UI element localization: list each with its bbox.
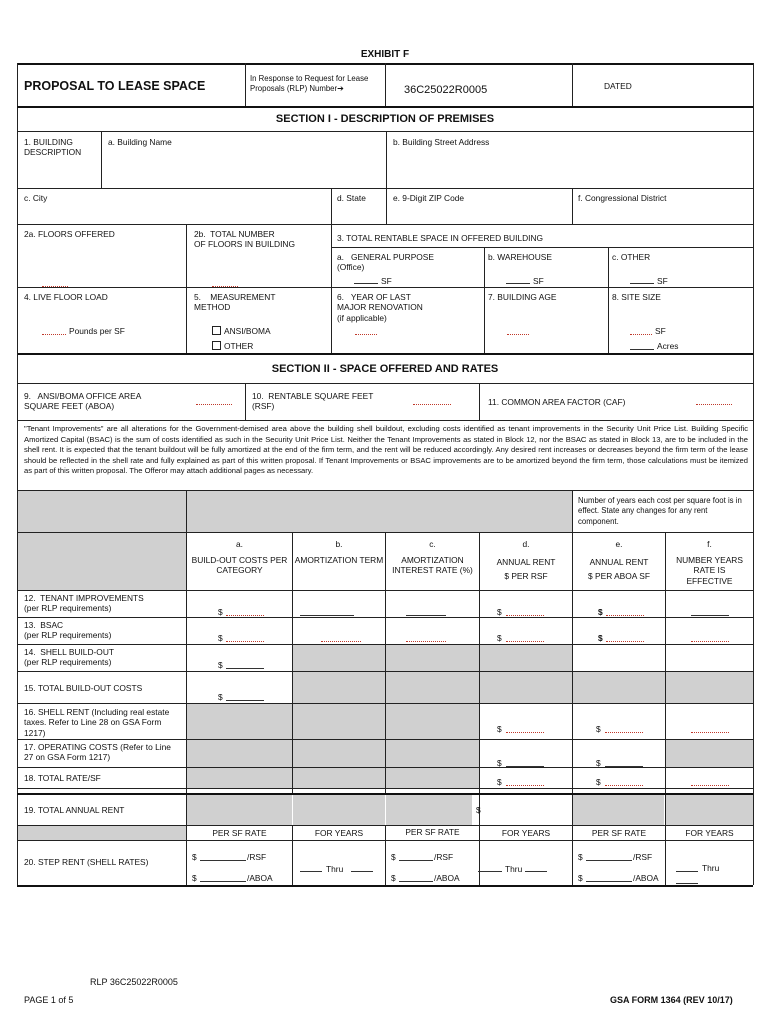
other-space-sf: SF xyxy=(657,276,668,286)
col-a-label: BUILD-OUT COSTS PER CATEGORY xyxy=(191,555,288,576)
row-17-rsf-dollar: $ xyxy=(497,758,502,768)
dated-label: DATED xyxy=(604,81,632,91)
row-16-label: 16. SHELL RENT (Including real estate taxes. Refer to Line 28 on GSA Form 1217) xyxy=(24,707,170,738)
step3-rsf-suffix: /RSF xyxy=(633,852,653,862)
other-space-label: c. OTHER xyxy=(612,252,651,262)
row-13-rsf-dollar: $ xyxy=(497,633,502,643)
rlp-number: 36C25022R0005 xyxy=(404,84,488,96)
step3-thru: Thru xyxy=(702,863,720,873)
col-c-label: AMORTIZATION INTEREST RATE (%) xyxy=(392,555,473,576)
row-12-aboa-dollar: $ xyxy=(598,607,603,617)
warehouse-sf: SF xyxy=(533,276,544,286)
row-15-buildout-dollar: $ xyxy=(218,692,223,702)
step2-rsf-dollar: $ xyxy=(391,852,396,862)
row-13-label: 13. BSAC (per RLP requirements) xyxy=(24,620,112,641)
live-floor-load-label: 4. LIVE FLOOR LOAD xyxy=(24,292,108,302)
col-f-label: NUMBER YEARS RATE IS EFFECTIVE xyxy=(676,555,743,586)
acres-label: Acres xyxy=(657,341,679,351)
step-rent-label: 20. STEP RENT (SHELL RATES) xyxy=(24,857,149,867)
total-floors-label: 2b. TOTAL NUMBER OF FLOORS IN BUILDING xyxy=(194,229,295,250)
building-name-label: a. Building Name xyxy=(108,137,172,147)
other-method-option[interactable] xyxy=(212,341,253,351)
col-d-label: ANNUAL RENT $ PER RSF xyxy=(496,557,556,581)
congressional-district-label: f. Congressional District xyxy=(578,193,667,203)
step3-aboa-dollar: $ xyxy=(578,873,583,883)
city-label: c. City xyxy=(24,193,48,203)
year-renovation-label: 6. YEAR OF LAST MAJOR RENOVATION (if applicable) xyxy=(337,292,423,323)
site-size-label: 8. SITE SIZE xyxy=(612,292,661,302)
col-b-label: AMORTIZATION TERM xyxy=(294,555,384,565)
pounds-per-sf-label: Pounds per SF xyxy=(69,326,125,336)
caf-label: 11. COMMON AREA FACTOR (CAF) xyxy=(488,397,626,407)
step-per-sf-rate-2: PER SF RATE xyxy=(405,827,460,837)
row-18-aboa-dollar: $ xyxy=(596,777,601,787)
step-for-years-2: FOR YEARS xyxy=(501,828,551,838)
row-14-buildout-dollar: $ xyxy=(218,660,223,670)
step1-rsf-suffix: /RSF xyxy=(247,852,267,862)
section1-title: SECTION I - DESCRIPTION OF PREMISES xyxy=(275,113,495,125)
step1-rsf-dollar: $ xyxy=(192,852,197,862)
street-address-label: b. Building Street Address xyxy=(393,137,490,147)
step1-aboa-dollar: $ xyxy=(192,873,197,883)
rsf-label: 10. RENTABLE SQUARE FEET (RSF) xyxy=(252,391,374,412)
col-c-letter: c. xyxy=(429,539,436,549)
general-purpose-sf: SF xyxy=(381,276,392,286)
measurement-method-label: 5. MEASUREMENT METHOD xyxy=(194,292,276,313)
col-e-letter: e. xyxy=(615,539,623,549)
step-for-years-3: FOR YEARS xyxy=(685,828,734,838)
col-d-letter: d. xyxy=(522,539,530,549)
exhibit-label: EXHIBIT F xyxy=(360,49,410,60)
footer-rlp: RLP 36C25022R0005 xyxy=(90,977,178,987)
row-13-buildout-dollar: $ xyxy=(218,633,223,643)
ansi-boma-checkbox[interactable] xyxy=(212,326,221,335)
building-age-label: 7. BUILDING AGE xyxy=(488,292,557,302)
site-size-sf: SF xyxy=(655,326,666,336)
ansi-boma-option-label: ANSI/BOMA xyxy=(224,326,271,336)
col-b-letter: b. xyxy=(335,539,343,549)
row-19-label: 19. TOTAL ANNUAL RENT xyxy=(24,805,125,815)
state-label: d. State xyxy=(337,193,366,203)
row-17-label: 17. OPERATING COSTS (Refer to Line 27 on GSA Form 1217) xyxy=(24,742,171,763)
row-12-rsf-dollar: $ xyxy=(497,607,502,617)
floors-offered-label: 2a. FLOORS OFFERED xyxy=(24,229,115,239)
years-note: Number of years each cost per square foot is in effect. State any changes for any rent component. xyxy=(578,496,742,526)
step2-aboa-dollar: $ xyxy=(391,873,396,883)
general-purpose-label: a. GENERAL PURPOSE (Office) xyxy=(337,252,434,273)
warehouse-label: b. WAREHOUSE xyxy=(488,252,552,262)
row-16-aboa-dollar: $ xyxy=(596,724,601,734)
section2-title: SECTION II - SPACE OFFERED AND RATES xyxy=(271,363,499,375)
row-16-rsf-dollar: $ xyxy=(497,724,502,734)
step1-thru: Thru xyxy=(326,864,344,874)
row-18-rsf-dollar: $ xyxy=(497,777,502,787)
step2-rsf-suffix: /RSF xyxy=(434,852,454,862)
step2-thru: Thru xyxy=(505,864,523,874)
row-15-label: 15. TOTAL BUILD-OUT COSTS xyxy=(24,683,143,693)
total-rentable-label: 3. TOTAL RENTABLE SPACE IN OFFERED BUILDING xyxy=(337,233,544,243)
step3-aboa-suffix: /ABOA xyxy=(633,873,659,883)
rlp-response-text: In Response to Request for Lease Proposals (RLP) Number➔ xyxy=(250,74,369,93)
step-per-sf-rate-1: PER SF RATE xyxy=(212,828,267,838)
step-per-sf-rate-3: PER SF RATE xyxy=(591,828,647,838)
col-f-letter: f. xyxy=(707,539,712,549)
row-12-buildout-dollar: $ xyxy=(218,607,223,617)
other-method-option-label: OTHER xyxy=(224,341,254,351)
building-description-label: 1. BUILDING DESCRIPTION xyxy=(24,137,82,158)
row-17-aboa-dollar: $ xyxy=(596,758,601,768)
col-e-label: ANNUAL RENT $ PER ABOA SF xyxy=(588,557,650,581)
col-a-letter: a. xyxy=(236,539,243,549)
aboa-label: 9. ANSI/BOMA OFFICE AREA SQUARE FEET (ABOA) xyxy=(24,391,142,412)
ansi-boma-option[interactable] xyxy=(212,326,271,336)
step2-aboa-suffix: /ABOA xyxy=(434,873,460,883)
tenant-improvements-paragraph: "Tenant Improvements" are all alterations for the Government-demised area above the building shell buildout, excluding costs identified as tenant improvements in the Security Unit Price List. Building Specific Amortized Capital (BSAC) is the sum of costs identified as such in the Security Unit Price List. Neither the Tenant Improvements as stated in Block 12, nor the BSAC as stated in Block 13, are to be included in the shell rent. It is expected that the tenant buildout will be fully amortized at the end of the firm term, and the rent will be reduced accordingly. Any desired rent increases or decreases beyond the firm term of the lease should be reflected in the shell rate and fully explained as part of this written proposal. If Tenant Improvements or BSAC improvements are to be amortized beyond the firm term, those calculations must be itemized as part of this written proposal. The Offeror may attach additional pages as necessary. xyxy=(24,424,748,475)
row-14-label: 14. SHELL BUILD-OUT (per RLP requirements) xyxy=(24,647,114,668)
form-title: PROPOSAL TO LEASE SPACE xyxy=(24,79,206,93)
row-18-label: 18. TOTAL RATE/SF xyxy=(24,773,101,783)
step1-aboa-suffix: /ABOA xyxy=(247,873,273,883)
row-19-dollar: $ xyxy=(476,805,481,815)
footer-form-number: GSA FORM 1364 (REV 10/17) xyxy=(610,995,733,1005)
zip-label: e. 9-Digit ZIP Code xyxy=(393,193,465,203)
footer-page: PAGE 1 of 5 xyxy=(24,995,74,1005)
row-13-aboa-dollar: $ xyxy=(598,633,603,643)
step-for-years-1: FOR YEARS xyxy=(314,828,364,838)
row-12-label: 12. TENANT IMPROVEMENTS (per RLP requirements) xyxy=(24,593,144,614)
step3-rsf-dollar: $ xyxy=(578,852,583,862)
other-method-checkbox[interactable] xyxy=(212,341,221,350)
